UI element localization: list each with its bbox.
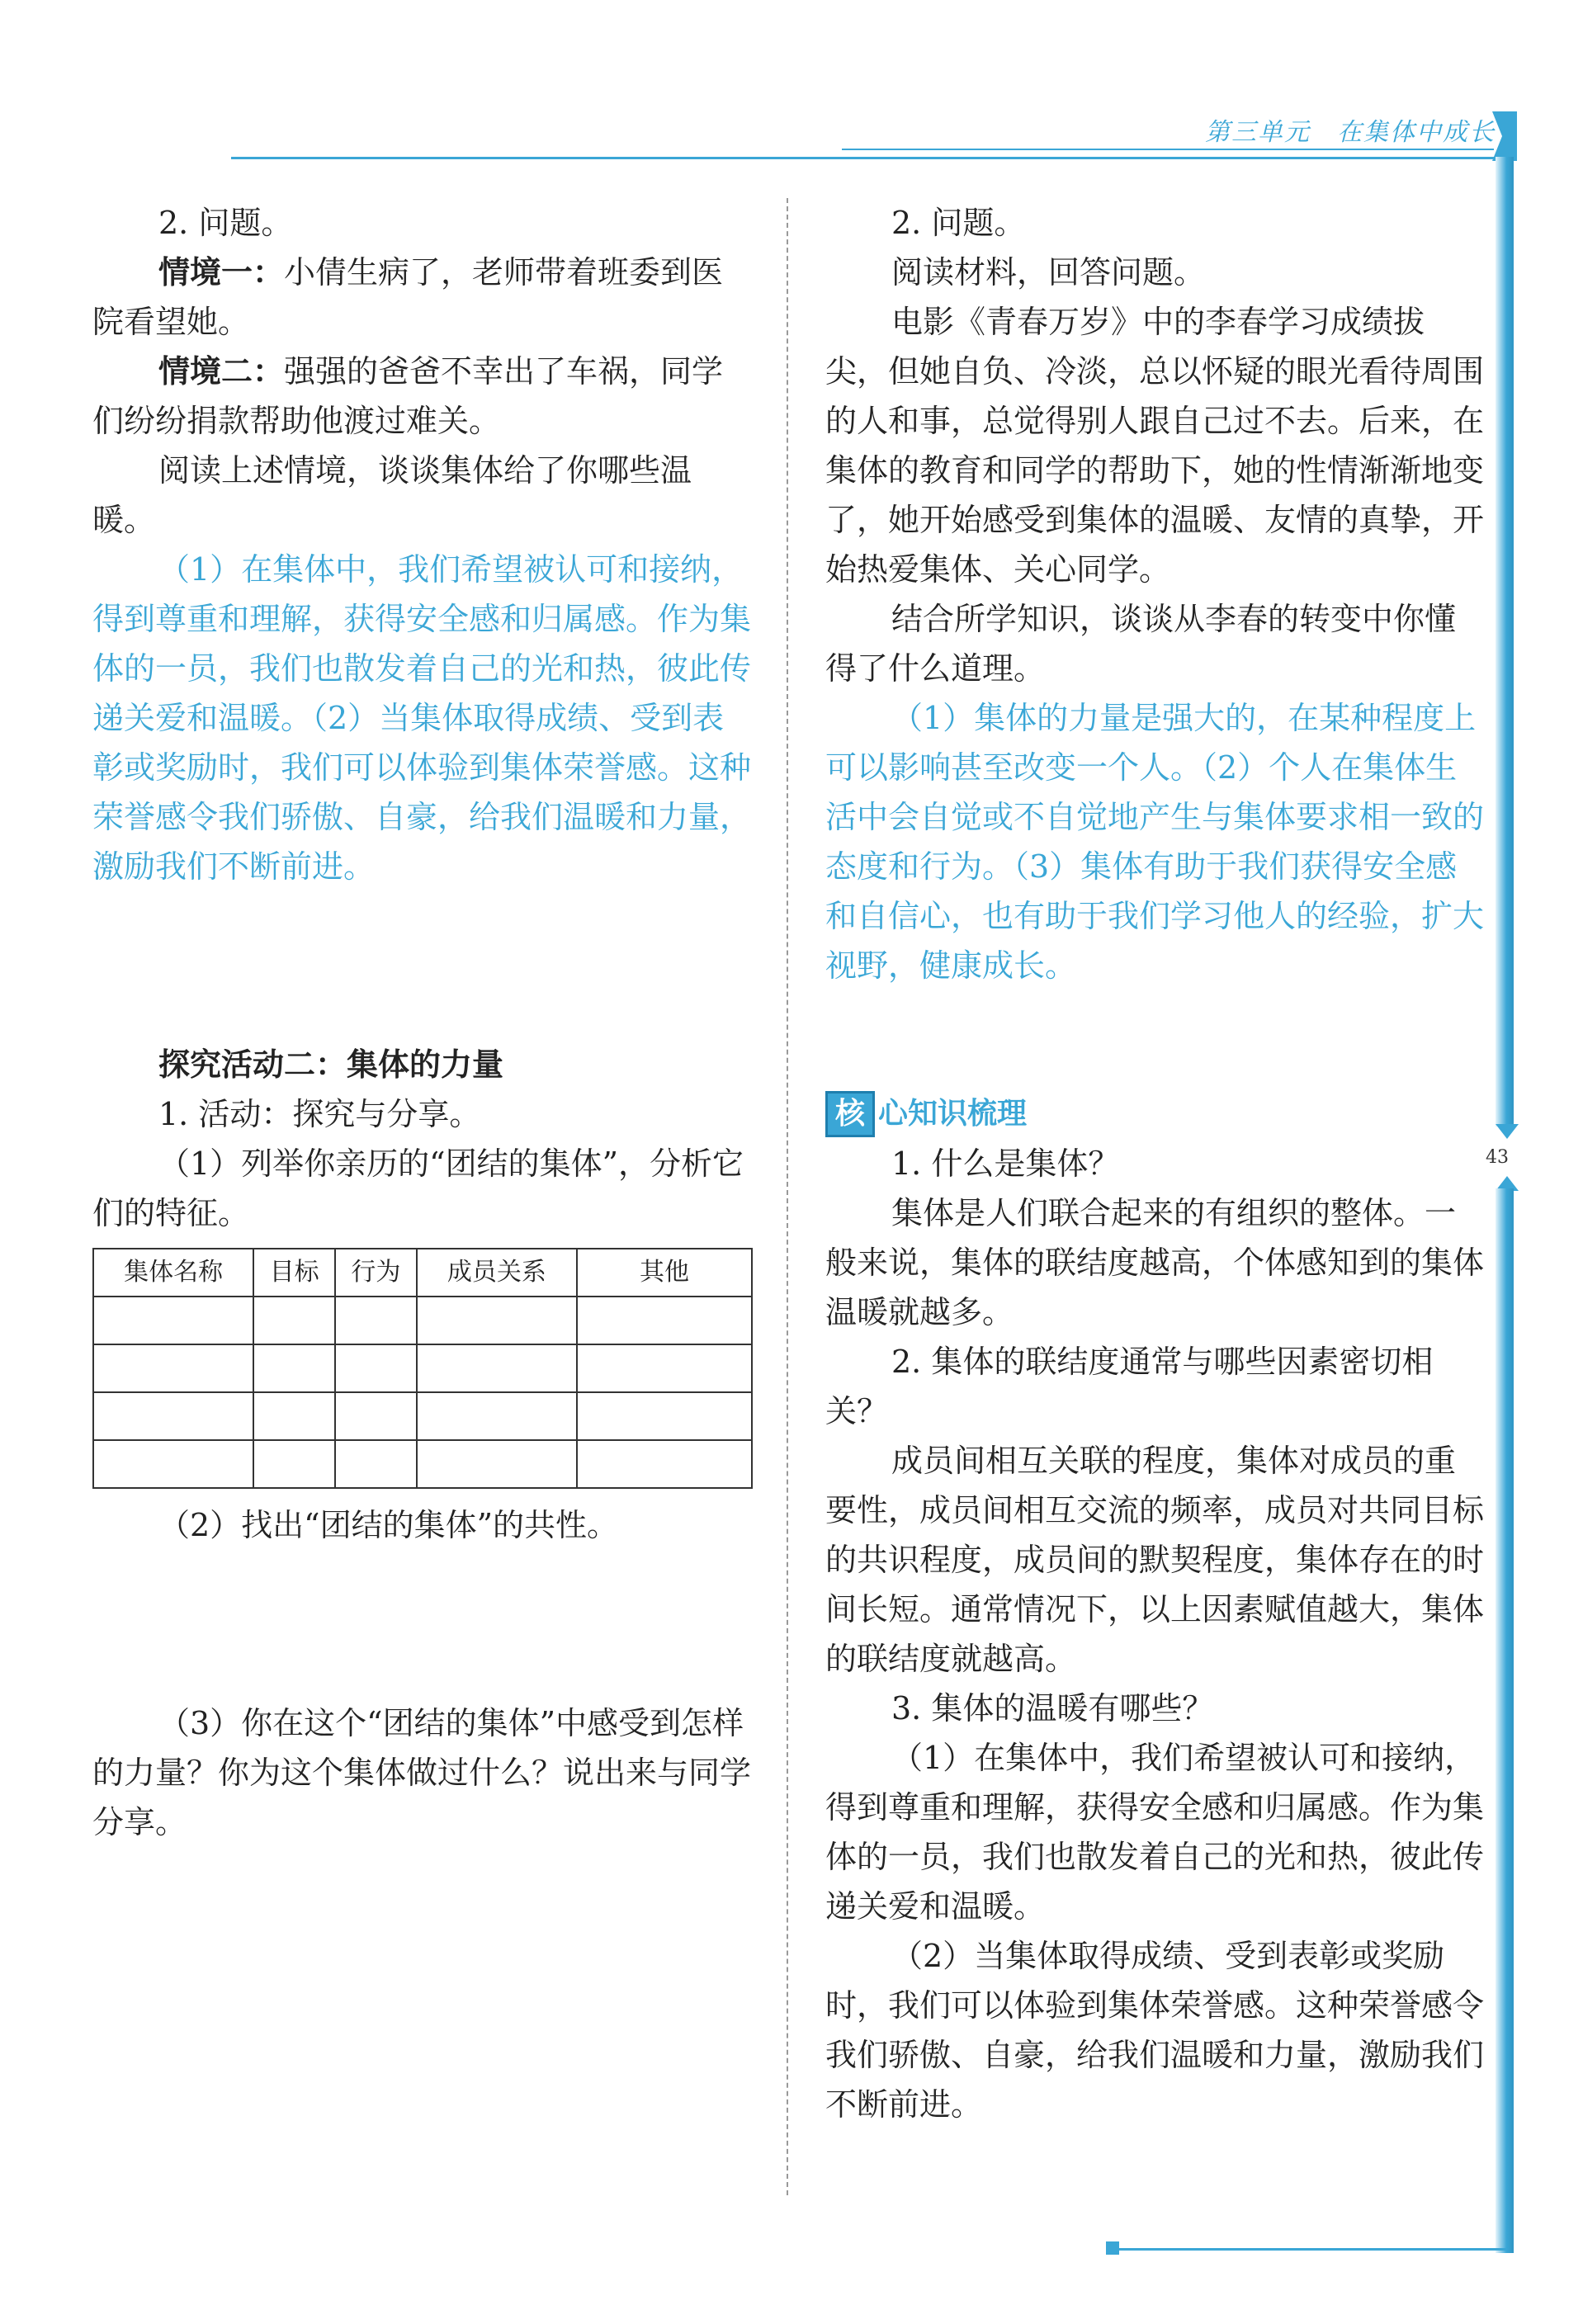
left-column — [92, 198, 753, 1847]
reading-material: 电影《青春万岁》中的李春学习成绩拔尖，但她自负、冷淡，总以怀疑的眼光看待周围的人和事，总觉得别人跟自己过不去。后来，在集体的教育和同学的帮助下，她的性情渐渐地变了，她开始感受到集体的温暖、友情的真挚，开始热爱集体、关心同学。 — [825, 304, 1485, 588]
collective-table — [92, 1248, 753, 1489]
activity-instruction: 1. 活动：探究与分享。 — [158, 1096, 481, 1132]
table-cell[interactable] — [417, 1297, 577, 1344]
reading-instruction: 阅读材料，回答问题。 — [891, 254, 1206, 290]
knowledge-answer-3-part-2: （2）当集体取得成绩、受到表彰或奖励时，我们可以体验到集体荣誉感。这种荣誉感令我们骄傲、自豪，给我们温暖和力量，激励我们不断前进。 — [825, 1938, 1485, 2123]
scenario-one-text: 小倩生病了，老师带着班委到医院看望她。 — [92, 254, 724, 340]
core-badge: 核 — [825, 1091, 875, 1137]
table-cell[interactable] — [577, 1440, 752, 1488]
page-number: 43 — [1486, 1147, 1509, 1168]
activity-item-3: （3）你在这个“团结的集体”中感受到怎样的力量？你为这个集体做过什么？说出来与同学分享。 — [92, 1705, 752, 1840]
knowledge-question-3: 3. 集体的温暖有哪些？ — [891, 1690, 1214, 1726]
table-row — [93, 1440, 752, 1488]
question-title: 2. 问题。 — [158, 205, 293, 241]
question-prompt: 阅读上述情境，谈谈集体给了你哪些温暖。 — [92, 452, 692, 538]
header-rule — [231, 157, 1494, 159]
scenario-two-label: 情境二： — [158, 353, 285, 390]
table-cell[interactable] — [417, 1392, 577, 1440]
activity-two-title: 探究活动二：集体的力量 — [158, 1046, 504, 1083]
table-cell[interactable] — [253, 1392, 335, 1440]
table-header-cell: 目标 — [253, 1249, 335, 1297]
question-title: 2. 问题。 — [891, 205, 1026, 241]
activity-item-1: （1）列举你亲历的“团结的集体”，分析它们的特征。 — [92, 1145, 744, 1231]
table-cell[interactable] — [417, 1440, 577, 1488]
table-cell[interactable] — [93, 1440, 253, 1488]
activity-item-2: （2）找出“团结的集体”的共性。 — [158, 1507, 619, 1543]
knowledge-question-1: 1. 什么是集体？ — [891, 1145, 1120, 1182]
table-cell[interactable] — [335, 1297, 417, 1344]
table-header-row — [93, 1249, 752, 1297]
table-header-cell: 集体名称 — [93, 1249, 253, 1297]
core-knowledge-heading — [825, 1089, 1486, 1139]
unit-header: 第三单元 在集体中成长 — [1205, 118, 1496, 147]
table-row — [93, 1297, 752, 1344]
table-cell[interactable] — [577, 1344, 752, 1392]
knowledge-answer-2: 成员间相互关联的程度，集体对成员的重要性，成员间相互交流的频率，成员对共同目标的共识程度，成员间的默契程度，集体存在的时间长短。通常情况下，以上因素赋值越大，集体的联结度就越高。 — [825, 1443, 1485, 1677]
right-column — [825, 198, 1486, 2129]
question-prompt: 结合所学知识，谈谈从李春的转变中你懂得了什么道理。 — [825, 601, 1457, 687]
table-cell[interactable] — [253, 1440, 335, 1488]
table-cell[interactable] — [93, 1297, 253, 1344]
knowledge-answer-1: 集体是人们联合起来的有组织的整体。一般来说，集体的联结度越高，个体感知到的集体温暖就越多。 — [825, 1195, 1485, 1330]
table-header-cell: 其他 — [577, 1249, 752, 1297]
table-header-cell: 行为 — [335, 1249, 417, 1297]
core-heading-text: 心知识梳理 — [878, 1097, 1028, 1131]
answer-text: （1）在集体中，我们希望被认可和接纳，得到尊重和理解，获得安全感和归属感。作为集体的一员，我们也散发着自己的光和热，彼此传递关爱和温暖。（2）当集体取得成绩、受到表彰或奖励时，我们可以体验到集体荣誉感。这种荣誉感令我们骄傲、自豪，给我们温暖和力量，激励我们不断前进。 — [92, 551, 752, 885]
table-row — [93, 1344, 752, 1392]
side-bar-notch — [1496, 1124, 1519, 1139]
table-cell[interactable] — [577, 1297, 752, 1344]
column-divider — [787, 198, 788, 2195]
scenario-two — [92, 347, 753, 446]
knowledge-question-2: 2. 集体的联结度通常与哪些因素密切相关？ — [825, 1344, 1434, 1429]
table-cell[interactable] — [335, 1440, 417, 1488]
header-rule-thin — [842, 149, 1494, 150]
bottom-square-marker — [1106, 2241, 1119, 2255]
knowledge-answer-3-part-1: （1）在集体中，我们希望被认可和接纳，得到尊重和理解，获得安全感和归属感。作为集体的一员，我们也散发着自己的光和热，彼此传递关爱和温暖。 — [825, 1740, 1485, 1925]
header-tab-marker — [1492, 111, 1517, 161]
table-cell[interactable] — [253, 1344, 335, 1392]
table-cell[interactable] — [335, 1392, 417, 1440]
table-row — [93, 1392, 752, 1440]
table-header-cell: 成员关系 — [417, 1249, 577, 1297]
table-cell[interactable] — [335, 1344, 417, 1392]
side-bar-bottom — [1496, 1188, 1514, 2253]
table-cell[interactable] — [417, 1344, 577, 1392]
side-bar-top — [1496, 157, 1514, 1127]
table-cell[interactable] — [577, 1392, 752, 1440]
scenario-two-text: 强强的爸爸不幸出了车祸，同学们纷纷捐款帮助他渡过难关。 — [92, 353, 724, 439]
table-cell[interactable] — [93, 1392, 253, 1440]
table-cell[interactable] — [93, 1344, 253, 1392]
scenario-one — [92, 248, 753, 347]
bottom-rule — [1118, 2248, 1506, 2251]
scenario-one-label: 情境一： — [158, 254, 285, 290]
answer-text: （1）集体的力量是强大的，在某种程度上可以影响甚至改变一个人。（2）个人在集体生活中会自觉或不自觉地产生与集体要求相一致的态度和行为。（3）集体有助于我们获得安全感和自信心，也有助于我们学习他人的经验，扩大视野，健康成长。 — [825, 700, 1485, 984]
table-cell[interactable] — [253, 1297, 335, 1344]
